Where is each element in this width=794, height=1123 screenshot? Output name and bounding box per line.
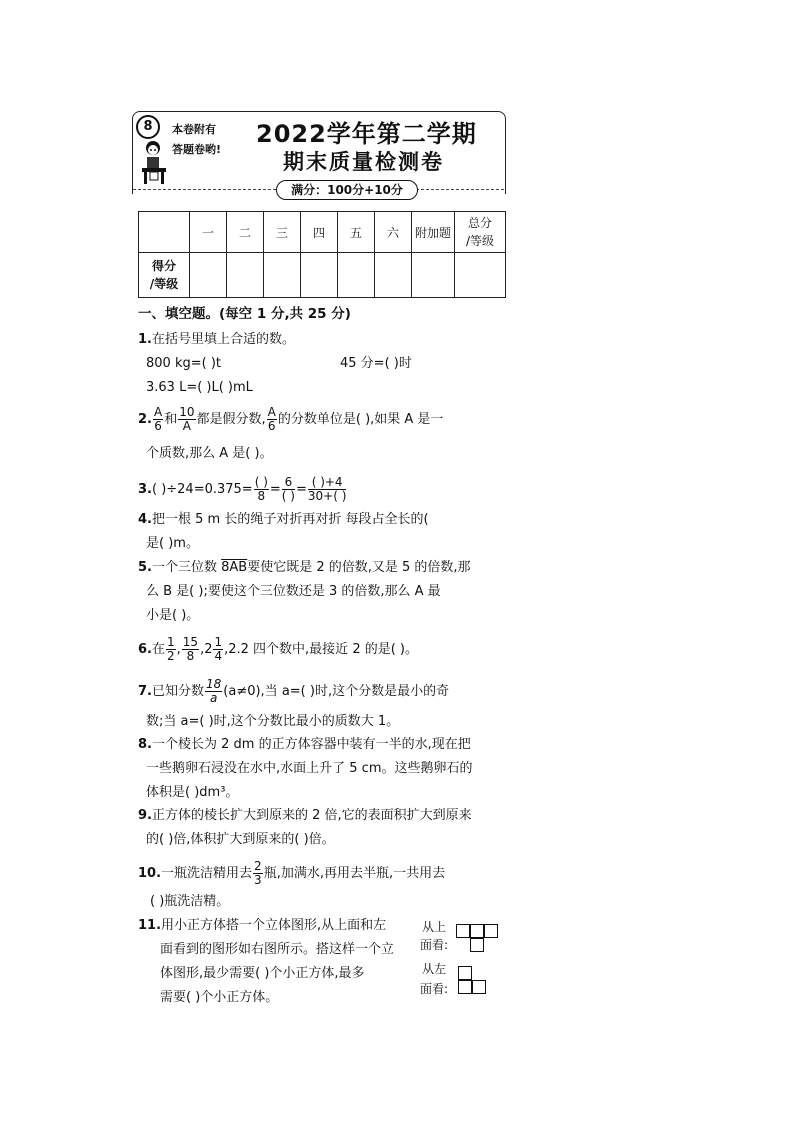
- divider-left: [133, 189, 276, 190]
- question-1: [138, 332, 295, 348]
- q1-part-a: 800 kg=( )t: [146, 356, 221, 371]
- fraction: $\frac{10}{A}$: [179, 405, 195, 433]
- fraction: $\frac{1}{4}$: [214, 635, 223, 663]
- top-view-label-2: 面看:: [420, 938, 449, 952]
- top-view-figure: [456, 924, 500, 954]
- fraction: $\frac{6}{( )}$: [281, 475, 295, 503]
- fraction: $\frac{A}{6}$: [153, 405, 163, 433]
- q-number: 11.: [138, 918, 162, 933]
- fraction: $\frac{( )+4}{30+( )}$: [307, 475, 347, 503]
- q2-line2: 个质数,那么 A 是( )。: [146, 446, 273, 461]
- row-label: [139, 253, 190, 298]
- q-text: 正方体的棱长扩大到原来的 2 倍,它的表面积扩大到原来: [151, 808, 472, 823]
- q-number: 10.: [138, 866, 162, 881]
- q-text: 在括号里填上合适的数。: [151, 332, 295, 347]
- blank-header-cell: [139, 212, 190, 253]
- grade-label: /等级: [465, 234, 495, 248]
- fraction: $\frac{A}{6}$: [267, 405, 276, 433]
- note-line-2: 答题卷哟!: [172, 143, 222, 156]
- q-number: 8.: [138, 737, 152, 752]
- score-cell[interactable]: [301, 253, 338, 298]
- fraction: $\frac{1}{2}$: [167, 635, 175, 663]
- col-header: 六: [375, 212, 412, 253]
- paper-number-badge: 8: [136, 115, 160, 139]
- divider-right: [416, 189, 504, 190]
- row-label-grade: /等级: [149, 277, 179, 291]
- q4-line2: 是( )m。: [146, 536, 199, 551]
- score-cell[interactable]: [264, 253, 301, 298]
- q11-line4: 需要( )个小正方体。: [160, 990, 279, 1005]
- question-4: [138, 512, 429, 528]
- question-5: 5.一个三位数 8AB要使它既是 2 的倍数,又是 5 的倍数,那: [138, 560, 471, 575]
- fraction: $\frac{( )}{8}$: [254, 475, 268, 503]
- question-6: 6.在 $\frac{1}{2}$ , $\frac{15}{8}$ ,2 $\frac{1}{4}$ ,2.2 四个数中,最接近 2 的是( )。: [138, 635, 418, 663]
- col-header: 五: [338, 212, 375, 253]
- q8-line2: 一些鹅卵石浸没在水中,水面上升了 5 cm。这些鹅卵石的: [146, 761, 473, 776]
- q1-part-c: 3.63 L=( )L( )mL: [146, 380, 253, 395]
- top-view-label-1: 从上: [422, 920, 447, 934]
- q7-line2: 数;当 a=( )时,这个分数比最小的质数大 1。: [146, 714, 400, 729]
- question-3: 3.( )÷24=0.375= $\frac{( )}{8}$ = $\frac{6}{( )}$ = $\frac{( )+4}{30+( )}$: [138, 475, 347, 503]
- q-text: 一个棱长为 2 dm 的正方体容器中装有一半的水,现在把: [151, 737, 471, 752]
- q10-line2: ( )瓶洗洁精。: [150, 894, 230, 909]
- exam-title-line1: 2022学年第二学期: [256, 120, 477, 148]
- col-header: 四: [301, 212, 338, 253]
- col-header: 附加题: [412, 212, 455, 253]
- exam-title-line2: 期末质量检测卷: [283, 150, 444, 174]
- q-number: 6.: [138, 642, 152, 657]
- q-number: 2.: [138, 412, 152, 427]
- q-number: 5.: [138, 560, 152, 575]
- student-mascot-icon: [138, 138, 172, 188]
- q5-line3: 小是( )。: [146, 608, 200, 623]
- score-cell[interactable]: [227, 253, 264, 298]
- q-number: 3.: [138, 482, 152, 497]
- q-number: 4.: [138, 512, 152, 527]
- q11-line2: 面看到的图形如右图所示。搭这样一个立: [160, 942, 395, 957]
- score-cell[interactable]: [455, 253, 506, 298]
- question-11: [138, 918, 386, 934]
- left-view-figure: [458, 966, 488, 996]
- col-header: 二: [227, 212, 264, 253]
- score-cell[interactable]: [190, 253, 227, 298]
- q5-line2: 么 B 是( );要使这个三位数还是 3 的倍数,那么 A 最: [146, 584, 441, 599]
- left-view-label-2: 面看:: [420, 982, 449, 996]
- col-header-total: [455, 212, 506, 253]
- fraction: $\frac{18}{a}$: [206, 677, 222, 705]
- q-number: 7.: [138, 684, 152, 699]
- section-heading: 一、填空题。(每空 1 分,共 25 分): [138, 306, 351, 322]
- question-2: 2. $\frac{A}{6}$ 和 $\frac{10}{A}$ 都是假分数, $\frac{A}{6}$ 的分数单位是( ),如果 A 是一: [138, 405, 444, 433]
- q1-part-b: 45 分=( )时: [340, 356, 412, 371]
- overlined-number: 8AB: [221, 560, 248, 575]
- fraction: $\frac{2}{3}$: [254, 859, 262, 887]
- score-cell[interactable]: [412, 253, 455, 298]
- left-view-label-1: 从左: [422, 962, 447, 976]
- col-header: 一: [190, 212, 227, 253]
- q-text: 用小正方体搭一个立体图形,从上面和左: [161, 918, 387, 933]
- score-cell[interactable]: [338, 253, 375, 298]
- score-table: [138, 211, 506, 298]
- row-label-score: 得分: [151, 259, 176, 273]
- q9-line2: 的( )倍,体积扩大到原来的( )倍。: [146, 832, 335, 847]
- q-text: 把一根 5 m 长的绳子对折再对折 每段占全长的(: [151, 512, 429, 527]
- q-number: 1.: [138, 332, 152, 347]
- total-label: 总分: [467, 216, 492, 230]
- q11-line3: 体图形,最少需要( )个小正方体,最多: [160, 966, 365, 981]
- q-number: 9.: [138, 808, 152, 823]
- fraction: $\frac{15}{8}$: [182, 635, 199, 663]
- note-line-1: 本卷附有: [172, 123, 216, 136]
- question-9: [138, 808, 472, 824]
- q8-line3: 体积是( )dm³。: [146, 785, 239, 800]
- question-10: 10.一瓶洗洁精用去 $\frac{2}{3}$ 瓶,加满水,再用去半瓶,一共用去: [138, 859, 446, 887]
- col-header: 三: [264, 212, 301, 253]
- question-7: 7.已知分数 $\frac{18}{a}$ (a≠0),当 a=( )时,这个分数是最小的奇: [138, 677, 450, 705]
- full-score-label: 满分：100分+10分: [276, 180, 418, 200]
- question-8: [138, 737, 471, 753]
- score-cell[interactable]: [375, 253, 412, 298]
